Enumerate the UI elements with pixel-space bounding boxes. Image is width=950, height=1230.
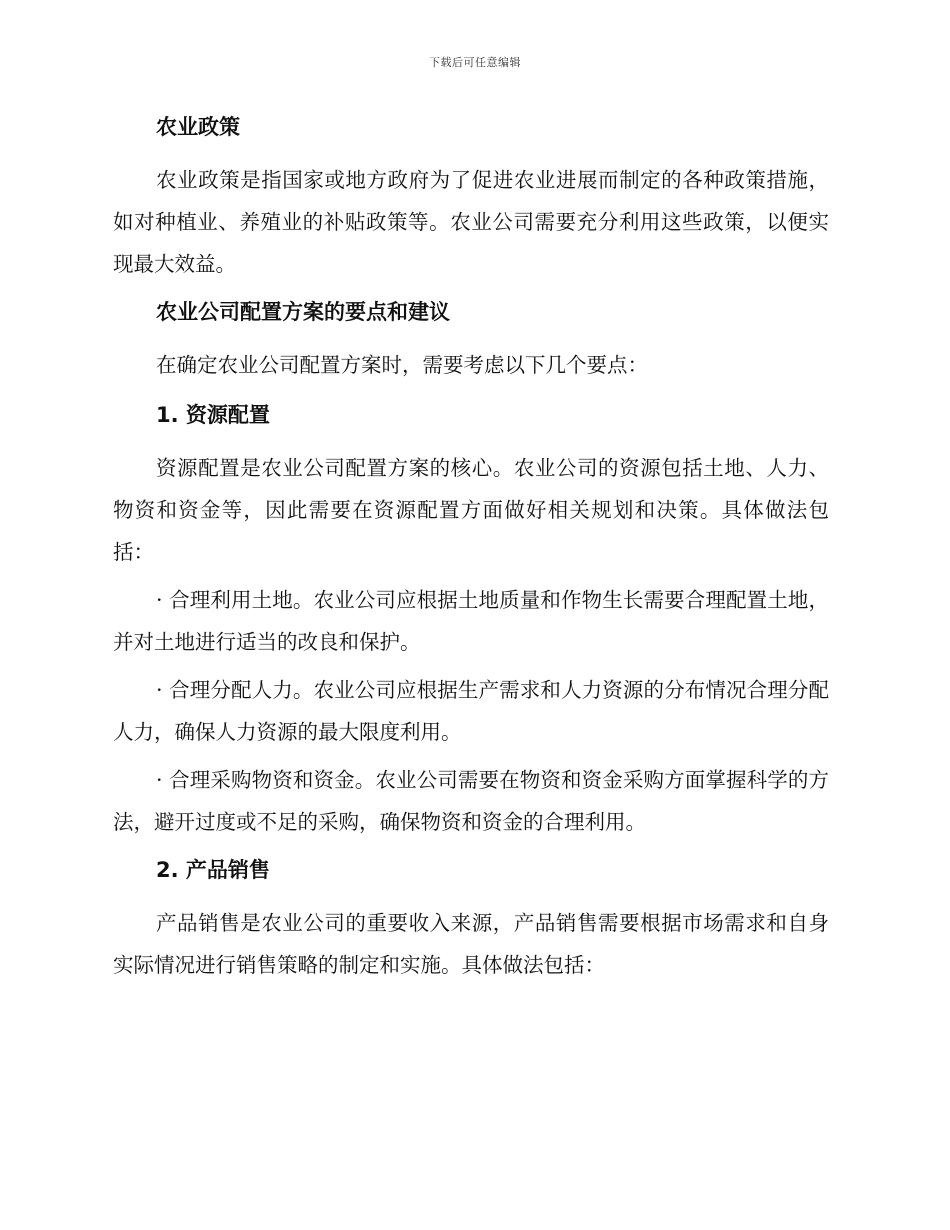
section-heading-resource: 1. 资源配置 <box>156 403 270 427</box>
list-item-resource-3: · 合理采购物资和资金。农业公司需要在物资和资金采购方面掌握科学的方法，避开过度或不足的采购，确保物资和资金的合理利用。 <box>113 768 829 834</box>
paragraph-resource: 资源配置是农业公司配置方案的核心。农业公司的资源包括土地、人力、物资和资金等，因此需要在资源配置方面做好相关规划和决策。具体做法包括： <box>113 456 829 564</box>
document-content <box>113 112 829 998</box>
section-heading-policy: 农业政策 <box>156 115 240 139</box>
section-heading-sales: 2. 产品销售 <box>156 858 270 882</box>
paragraph-key-points-intro: 在确定农业公司配置方案时，需要考虑以下几个要点： <box>156 353 648 377</box>
section-heading-key-points: 农业公司配置方案的要点和建议 <box>156 300 450 324</box>
list-item-resource-1: · 合理利用土地。农业公司应根据土地质量和作物生长需要合理配置土地，并对土地进行适当的改良和保护。 <box>113 588 829 654</box>
list-item-resource-2: · 合理分配人力。农业公司应根据生产需求和人力资源的分布情况合理分配人力，确保人力资源的最大限度利用。 <box>113 678 829 744</box>
paragraph-sales: 产品销售是农业公司的重要收入来源，产品销售需要根据市场需求和自身实际情况进行销售策略的制定和实施。具体做法包括： <box>113 911 829 977</box>
paragraph-policy: 农业政策是指国家或地方政府为了促进农业进展而制定的各种政策措施，如对种植业、养殖业的补贴政策等。农业公司需要充分利用这些政策，以便实现最大效益。 <box>113 168 829 276</box>
header-note: 下载后可任意编辑 <box>429 56 521 69</box>
